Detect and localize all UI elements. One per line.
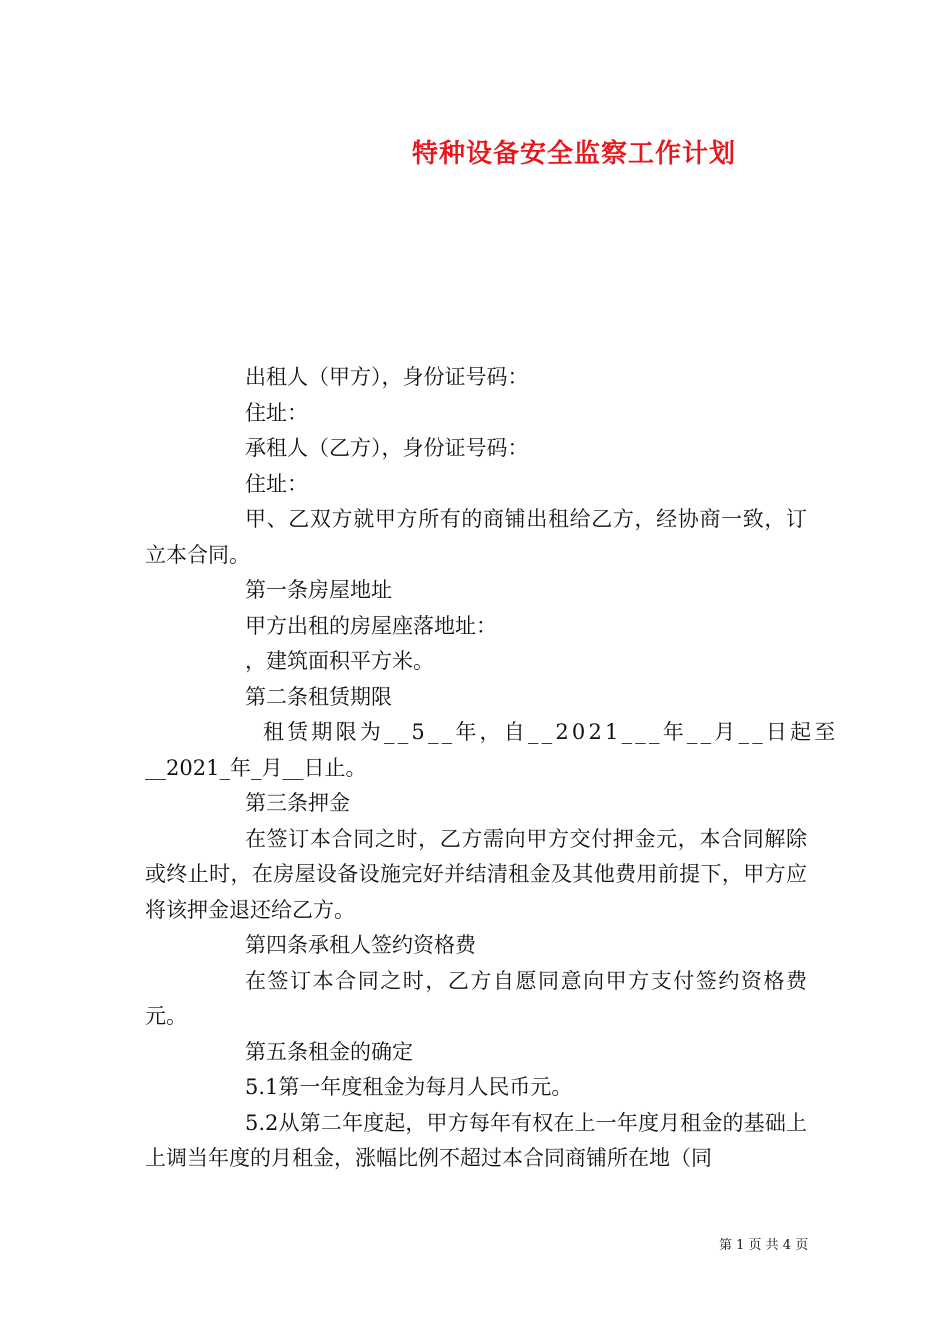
lessee-line: 承租人（乙方），身份证号码： xyxy=(245,436,529,460)
lease-term-line xyxy=(145,715,839,751)
lessee-address-line: 住址： xyxy=(245,471,308,496)
deposit-paragraph: 在签订本合同之时，乙方需向甲方交付押金元，本合同解除或终止时，在房屋设备设施完好并结清租金及其他费用前提下，甲方应将该押金退还给乙方。 xyxy=(145,826,807,922)
document-title: 特种设备安全监察工作计划 xyxy=(412,139,737,169)
article-1-heading: 第一条房屋地址 xyxy=(245,578,392,602)
article-3-heading: 第三条押金 xyxy=(245,791,350,815)
property-address-line: 甲方出租的房屋座落地址： xyxy=(245,613,497,638)
article-4-heading: 第四条承租人签约资格费 xyxy=(245,933,476,957)
agreement-paragraph: 甲、乙双方就甲方所有的商铺出租给乙方，经协商一致，订立本合同。 xyxy=(145,507,807,567)
article-2-heading: 第二条租赁期限 xyxy=(245,684,392,709)
rent-clause-5-1: 5.1第一年度租金为每月人民币元。 xyxy=(245,1075,573,1099)
rent-clause-5-2: 5.2从第二年度起，甲方每年有权在上一年度月租金的基础上上调当年度的月租金，涨幅比例不超过本合同商铺所在地（同 xyxy=(145,1110,807,1170)
document-body xyxy=(145,360,839,1177)
lessor-line: 出租人（甲方），身份证号码： xyxy=(245,365,529,389)
lease-term-end-line: __2021_年_月__日止。 xyxy=(145,755,367,780)
page-number: 第 1 页 共 4 页 xyxy=(719,1238,809,1253)
floor-area-line: ，建筑面积平方米。 xyxy=(245,649,434,673)
article-5-heading: 第五条租金的确定 xyxy=(245,1039,413,1064)
qualification-fee-paragraph: 在签订本合同之时，乙方自愿同意向甲方支付签约资格费元。 xyxy=(145,968,807,1028)
lessor-address-line: 住址： xyxy=(245,400,308,425)
lease-term-text: 租赁期限为__5__年，自__2021___年__月__日起至 xyxy=(263,720,839,744)
